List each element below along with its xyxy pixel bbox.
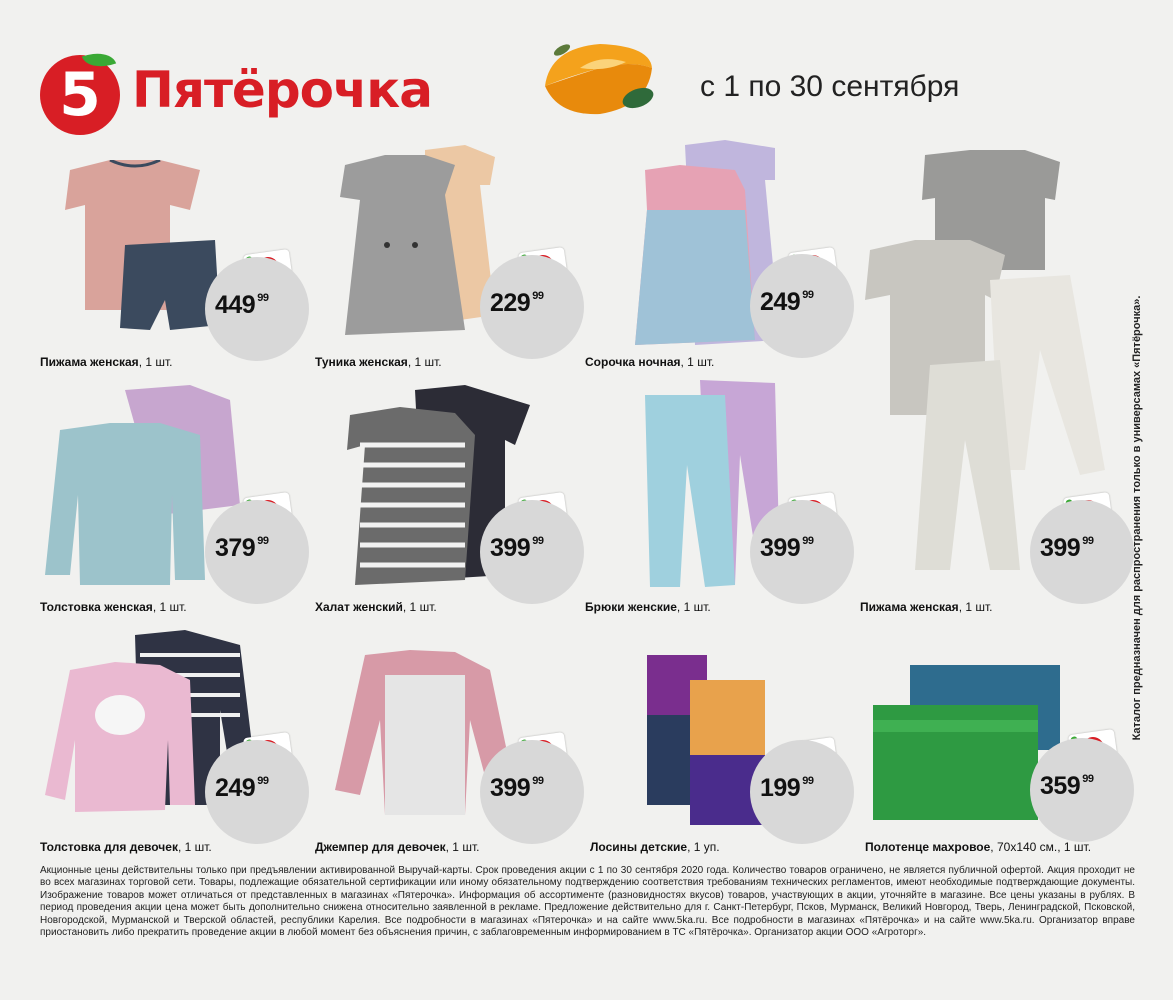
price-badge — [480, 500, 584, 604]
pumpkin-illustration — [540, 28, 660, 118]
promo-dates: с 1 по 30 сентября — [700, 70, 960, 103]
product-label: Сорочка ночная, 1 шт. — [585, 355, 715, 369]
price: 379 $^{99}$ — [215, 534, 269, 562]
price: 399 $^{99}$ — [490, 534, 544, 562]
price: 359 $^{99}$ — [1040, 772, 1094, 800]
product-label: Толстовка для девочек, 1 шт. — [40, 840, 212, 854]
product-label: Брюки женские, 1 шт. — [585, 600, 711, 614]
price-badge — [205, 740, 309, 844]
price: 399 $^{99}$ — [1040, 534, 1094, 562]
price-badge — [205, 257, 309, 361]
product-card[interactable] — [585, 655, 855, 855]
price-badge — [750, 740, 854, 844]
price-badge — [1030, 738, 1134, 842]
price: 449 $^{99}$ — [215, 291, 269, 319]
product-card[interactable] — [40, 160, 310, 370]
price-badge — [750, 254, 854, 358]
legal-disclaimer: Акционные цены действительны только при предъявлении активированной Выручай-карты. Срок проведения акции с 1 по 30 сентября 2020 года. Количество товаров ограничено, не является публичной офертой. Акция проходит не во всех магазинах торговой сети. Товары, подлежащие обязательной сертификации или иному обязательному подтверждению соответствия требованиям технических регламентов, имеют необходимые подтверждающие документы. Изображение товаров может отличаться от представленных в магазинах «Пятерочка». Информация об ассортименте (разновидностях вкусов) товаров, участвующих в акции, уточняйте в магазине. Все цены указаны в рублях. В период проведения акции цена может быть дополнительно снижена относительно заявленной в рекламе. Предложение действительно для г. Санкт-Петербург, Псков, Мурманск, Великий Новгород, Тверь, Ленинградской, Псковской, Новгородской, Мурманской и Тверской областей, республики Карелия. Все подробности в магазинах «Пятерочка» и на сайте www.5ka.ru. Все подробности в магазинах «Пятёрочка» и на сайте www.5ka.ru. Организатор вправе приостановить либо прекратить проведение акции в любой момент без объяснения причин, с заблаговременным информированием в ТС «Пятёрочка». Организатор акции ООО «Агроторг». — [40, 865, 1135, 939]
price: 199 $^{99}$ — [760, 774, 814, 802]
price-badge — [1030, 500, 1134, 604]
product-label: Полотенце махровое, 70х140 см., 1 шт. — [865, 840, 1092, 854]
price-badge — [480, 740, 584, 844]
product-label: Толстовка женская, 1 шт. — [40, 600, 187, 614]
product-card[interactable] — [315, 145, 585, 370]
product-card[interactable] — [315, 630, 585, 855]
price-badge — [480, 255, 584, 359]
price-badge — [205, 500, 309, 604]
price-badge — [750, 500, 854, 604]
product-label: Халат женский, 1 шт. — [315, 600, 437, 614]
product-label: Туника женская, 1 шт. — [315, 355, 442, 369]
price: 249 $^{99}$ — [215, 774, 269, 802]
price: 229 $^{99}$ — [490, 289, 544, 317]
product-label: Пижама женская, 1 шт. — [40, 355, 173, 369]
product-card[interactable] — [40, 385, 310, 615]
side-note-text: Каталог предназначен для распространения только в универсамах «Пятёрочка». — [1131, 295, 1143, 741]
price: 399 $^{99}$ — [760, 534, 814, 562]
side-note — [1127, 265, 1147, 775]
product-card[interactable] — [585, 375, 855, 615]
price: 399 $^{99}$ — [490, 774, 544, 802]
product-card[interactable] — [585, 140, 855, 370]
product-label: Пижама женская, 1 шт. — [860, 600, 993, 614]
brand-name: Пятёрочка — [132, 61, 432, 119]
brand-logo — [40, 55, 440, 135]
price: 249 $^{99}$ — [760, 288, 814, 316]
product-card[interactable] — [865, 660, 1125, 855]
product-card[interactable] — [40, 630, 310, 855]
product-card[interactable] — [315, 385, 585, 615]
product-card[interactable] — [850, 150, 1120, 614]
logo-mark: 5 — [59, 60, 101, 130]
product-label: Джемпер для девочек, 1 шт. — [315, 840, 480, 854]
product-label: Лосины детские, 1 уп. — [590, 840, 720, 854]
